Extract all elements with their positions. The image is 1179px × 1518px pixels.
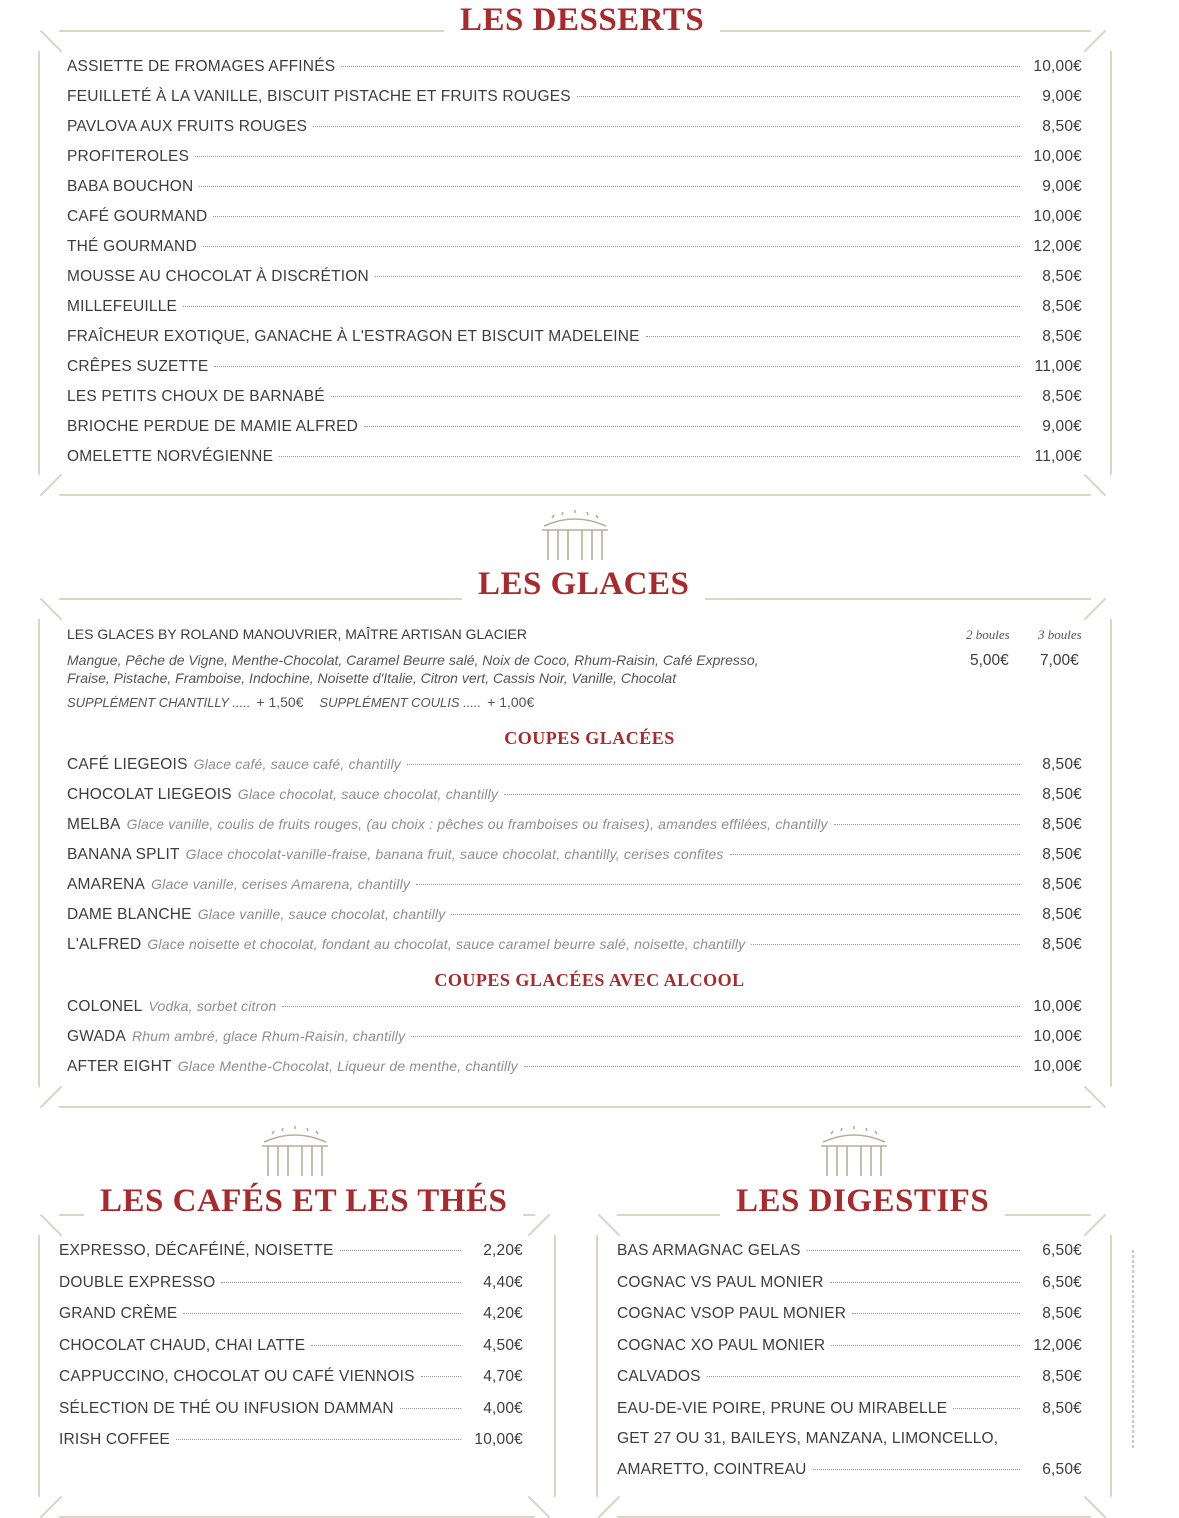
leader-dots — [852, 1313, 1020, 1314]
item-name: DAME BLANCHE — [67, 906, 192, 923]
item-price: 8,50€ — [1042, 1368, 1082, 1385]
leader-dots — [183, 306, 1020, 307]
item-name: L'ALFRED — [67, 936, 142, 953]
item-price: 10,00€ — [1033, 1058, 1082, 1075]
menu-item-row — [67, 178, 1082, 196]
item-description: Glace Menthe-Chocolat, Liqueur de menthe, chantilly — [177, 1058, 518, 1074]
supplement-chantilly-price: + 1,50€ — [256, 694, 304, 710]
item-price: 9,00€ — [1042, 178, 1082, 195]
price-2-boules: 5,00€ — [970, 652, 1009, 669]
menu-item-row — [67, 298, 1082, 316]
leader-dots — [730, 854, 1020, 855]
leader-dots — [831, 1345, 1020, 1346]
item-name: DOUBLE EXPRESSO — [59, 1273, 216, 1291]
menu-item-row — [67, 58, 1082, 76]
item-name: CHOCOLAT LIEGEOIS — [67, 786, 232, 803]
item-name: COGNAC VSOP PAUL MONIER — [617, 1305, 847, 1322]
leader-dots — [421, 1376, 461, 1377]
leader-dots — [375, 276, 1020, 277]
item-price: 8,50€ — [1042, 906, 1082, 923]
leader-dots — [313, 126, 1020, 127]
item-name: PAVLOVA AUX FRUITS ROUGES — [67, 118, 308, 135]
leader-dots — [176, 1439, 461, 1440]
leader-dots — [400, 1408, 461, 1409]
item-price: 4,50€ — [483, 1336, 523, 1354]
item-price: 8,50€ — [1042, 816, 1082, 833]
menu-item-row — [617, 1242, 1082, 1260]
item-name: BABA BOUCHON — [67, 178, 194, 195]
item-price: 4,70€ — [483, 1368, 523, 1385]
item-price: 12,00€ — [1033, 1336, 1082, 1354]
leader-dots — [807, 1250, 1020, 1251]
menu-item-row — [59, 1368, 523, 1386]
leader-dots — [213, 216, 1020, 217]
item-description: Glace chocolat, sauce chocolat, chantilly — [237, 786, 499, 802]
cafes-title: LES CAFÉS ET LES THÉS — [84, 1183, 523, 1220]
menu-item-row — [67, 756, 1082, 774]
item-price: 8,50€ — [1042, 1305, 1082, 1322]
item-price: 8,50€ — [1042, 328, 1082, 345]
item-price: 8,50€ — [1042, 268, 1082, 285]
menu-item-row — [67, 876, 1082, 894]
leader-dots — [834, 824, 1020, 825]
leader-dots — [524, 1066, 1020, 1067]
item-name: IRISH COFFEE — [59, 1431, 170, 1448]
supplement-line — [67, 694, 534, 710]
item-price: 10,00€ — [1033, 998, 1082, 1015]
leader-dots — [183, 1313, 461, 1314]
menu-item-row — [67, 846, 1082, 864]
menu-item-row — [67, 118, 1082, 136]
leader-dots — [504, 794, 1020, 795]
flavors-line-2: Fraise, Pistache, Framboise, Indochine, Noisette d'Italie, Citron vert, Cassis Noir, Vanille, Chocolat — [67, 670, 677, 686]
leader-dots — [203, 246, 1020, 247]
pavilion-logo-icon — [258, 1126, 332, 1178]
item-description: Glace chocolat-vanille-fraise, banana fruit, sauce chocolat, chantilly, cerises confites — [185, 846, 724, 862]
digestif-last-line-2 — [617, 1461, 1082, 1479]
supplement-chantilly-label: SUPPLÉMENT CHANTILLY ..... — [67, 695, 251, 710]
menu-item-row — [67, 906, 1082, 924]
leader-dots — [282, 1006, 1020, 1007]
menu-item-row — [67, 448, 1082, 466]
desserts-title: LES DESSERTS — [444, 2, 720, 39]
menu-item-row — [67, 148, 1082, 166]
item-price: 8,50€ — [1042, 876, 1082, 893]
item-name: LES PETITS CHOUX DE BARNABÉ — [67, 388, 325, 405]
leader-dots — [279, 456, 1020, 457]
menu-item-row — [59, 1242, 523, 1260]
leader-dots — [451, 914, 1020, 915]
menu-item-row — [67, 268, 1082, 286]
item-price: 4,00€ — [483, 1399, 523, 1417]
item-price: 8,50€ — [1042, 786, 1082, 803]
item-name: CAPPUCCINO, CHOCOLAT OU CAFÉ VIENNOIS — [59, 1368, 415, 1385]
digestif-last-price: 6,50€ — [1042, 1461, 1082, 1478]
leader-dots — [331, 396, 1020, 397]
leader-dots — [411, 1036, 1020, 1037]
pavilion-logo-icon — [817, 1126, 891, 1178]
item-name: CHOCOLAT CHAUD, CHAI LATTE — [59, 1336, 306, 1354]
menu-item-row — [617, 1400, 1082, 1418]
item-description: Glace vanille, sauce chocolat, chantilly — [197, 906, 446, 922]
item-price: 8,50€ — [1042, 936, 1082, 953]
header-2-boules: 2 boules — [966, 627, 1010, 642]
menu-item-row — [67, 88, 1082, 106]
menu-item-row — [59, 1400, 523, 1418]
leader-dots — [953, 1408, 1020, 1409]
menu-item-row — [617, 1337, 1082, 1355]
leader-dots — [646, 336, 1020, 337]
item-price: 11,00€ — [1034, 448, 1082, 465]
item-price: 10,00€ — [1033, 208, 1082, 225]
item-name: GRAND CRÈME — [59, 1305, 178, 1322]
item-name: MOUSSE AU CHOCOLAT À DISCRÉTION — [67, 268, 369, 285]
coupes-alcool-title: COUPES GLACÉES AVEC ALCOOL — [434, 970, 745, 990]
menu-item-row — [59, 1274, 523, 1292]
leader-dots — [199, 186, 1020, 187]
leader-dots — [751, 944, 1020, 945]
item-price: 10,00€ — [474, 1431, 523, 1448]
menu-item-row — [67, 208, 1082, 226]
leader-dots — [416, 884, 1020, 885]
item-description: Glace noisette et chocolat, fondant au chocolat, sauce caramel beurre salé, noisette, chantilly — [147, 936, 746, 952]
item-name: SÉLECTION DE THÉ OU INFUSION DAMMAN — [59, 1399, 394, 1417]
menu-item-row — [67, 998, 1082, 1016]
item-name: COLONEL — [67, 998, 143, 1015]
item-name: PROFITEROLES — [67, 148, 190, 165]
item-price: 9,00€ — [1042, 418, 1082, 435]
digestif-last-line-1 — [617, 1430, 998, 1448]
item-name: AMARENA — [67, 876, 146, 893]
menu-item-row — [59, 1305, 523, 1323]
item-name: BAS ARMAGNAC GELAS — [617, 1242, 801, 1259]
menu-item-row — [67, 1058, 1082, 1076]
item-name: ASSIETTE DE FROMAGES AFFINÉS — [67, 58, 336, 75]
digestif-last-name-1: GET 27 OU 31, BAILEYS, MANZANA, LIMONCELLO, — [617, 1430, 999, 1447]
price-3-boules: 7,00€ — [1040, 652, 1079, 669]
item-price: 12,00€ — [1033, 238, 1082, 255]
item-description: Vodka, sorbet citron — [148, 998, 277, 1014]
menu-item-row — [67, 936, 1082, 954]
menu-item-row — [67, 816, 1082, 834]
item-name: THÉ GOURMAND — [67, 238, 197, 255]
item-name: COGNAC XO PAUL MONIER — [617, 1336, 826, 1354]
menu-item-row — [59, 1431, 523, 1449]
item-name: MILLEFEUILLE — [67, 298, 178, 315]
item-name: CAFÉ LIEGEOIS — [67, 756, 188, 773]
leader-dots — [195, 156, 1020, 157]
item-price: 4,40€ — [483, 1273, 523, 1291]
leader-dots — [707, 1376, 1020, 1377]
item-price: 11,00€ — [1034, 358, 1082, 375]
item-name: FEUILLETÉ À LA VANILLE, BISCUIT PISTACHE ET FRUITS ROUGES — [67, 88, 571, 105]
leader-dots — [311, 1345, 461, 1346]
coupes-glacees-title: COUPES GLACÉES — [504, 728, 675, 748]
leader-dots — [340, 1250, 461, 1251]
item-price: 6,50€ — [1042, 1242, 1082, 1259]
item-price: 6,50€ — [1042, 1273, 1082, 1291]
menu-item-row — [59, 1337, 523, 1355]
menu-item-row — [67, 418, 1082, 436]
menu-item-row — [67, 328, 1082, 346]
item-price: 10,00€ — [1033, 58, 1082, 75]
item-name: AFTER EIGHT — [67, 1058, 172, 1075]
item-description: Glace vanille, cerises Amarena, chantilly — [151, 876, 411, 892]
item-description: Glace vanille, coulis de fruits rouges, (au choix : pêches ou framboises ou fraises), amandes effilées, chantilly — [126, 816, 828, 832]
menu-item-row — [617, 1305, 1082, 1323]
item-name: BANANA SPLIT — [67, 846, 180, 863]
item-description: Glace café, sauce café, chantilly — [193, 756, 401, 772]
item-name: CRÊPES SUZETTE — [67, 358, 209, 375]
glaces-title: LES GLACES — [462, 566, 705, 603]
glaces-intro: LES GLACES BY ROLAND MANOUVRIER, MAÎTRE ARTISAN GLACIER — [67, 626, 528, 642]
item-name: EXPRESSO, DÉCAFÉINÉ, NOISETTE — [59, 1242, 334, 1259]
item-price: 2,20€ — [483, 1242, 523, 1259]
item-price: 4,20€ — [483, 1305, 523, 1322]
item-price: 8,50€ — [1042, 388, 1082, 405]
item-price: 10,00€ — [1033, 1028, 1082, 1045]
supplement-coulis-label: SUPPLÉMENT COULIS ..... — [319, 695, 482, 710]
item-name: GWADA — [67, 1028, 126, 1045]
menu-item-row — [67, 1028, 1082, 1046]
item-description: Rhum ambré, glace Rhum-Raisin, chantilly — [131, 1028, 406, 1044]
item-price: 8,50€ — [1042, 846, 1082, 863]
item-price: 8,50€ — [1042, 118, 1082, 135]
leader-dots — [221, 1282, 461, 1283]
leader-dots — [813, 1469, 1020, 1470]
menu-item-row — [67, 388, 1082, 406]
item-price: 8,50€ — [1042, 1399, 1082, 1417]
leader-dots — [364, 426, 1020, 427]
item-name: BRIOCHE PERDUE DE MAMIE ALFRED — [67, 418, 359, 435]
menu-item-row — [617, 1274, 1082, 1292]
item-price: 8,50€ — [1042, 756, 1082, 773]
menu-item-row — [67, 238, 1082, 256]
leader-dots — [577, 96, 1020, 97]
flavors-line-1: Mangue, Pêche de Vigne, Menthe-Chocolat, Caramel Beurre salé, Noix de Coco, Rhum-Raisin, Café Expresso, — [67, 652, 759, 668]
item-name: OMELETTE NORVÉGIENNE — [67, 448, 274, 465]
item-name: CAFÉ GOURMAND — [67, 208, 208, 225]
digestif-last-name-2: AMARETTO, COINTREAU — [617, 1461, 807, 1478]
leader-dots — [407, 764, 1020, 765]
pavilion-logo-icon — [538, 510, 612, 562]
item-name: EAU-DE-VIE POIRE, PRUNE OU MIRABELLE — [617, 1399, 948, 1417]
item-name: FRAÎCHEUR EXOTIQUE, GANACHE À L'ESTRAGON ET BISCUIT MADELEINE — [67, 328, 640, 345]
leader-dots — [341, 66, 1020, 67]
item-price: 8,50€ — [1042, 298, 1082, 315]
item-name: MELBA — [67, 816, 121, 833]
supplement-coulis-price: + 1,00€ — [487, 694, 535, 710]
digestifs-title: LES DIGESTIFS — [720, 1183, 1005, 1220]
item-name: CALVADOS — [617, 1368, 701, 1385]
menu-item-row — [67, 786, 1082, 804]
item-price: 10,00€ — [1033, 148, 1082, 165]
fine-print-strip — [1128, 1250, 1138, 1450]
leader-dots — [214, 366, 1020, 367]
item-name: COGNAC VS PAUL MONIER — [617, 1273, 824, 1291]
header-3-boules: 3 boules — [1038, 627, 1082, 642]
item-price: 9,00€ — [1042, 88, 1082, 105]
menu-item-row — [67, 358, 1082, 376]
leader-dots — [830, 1282, 1020, 1283]
menu-item-row — [617, 1368, 1082, 1386]
